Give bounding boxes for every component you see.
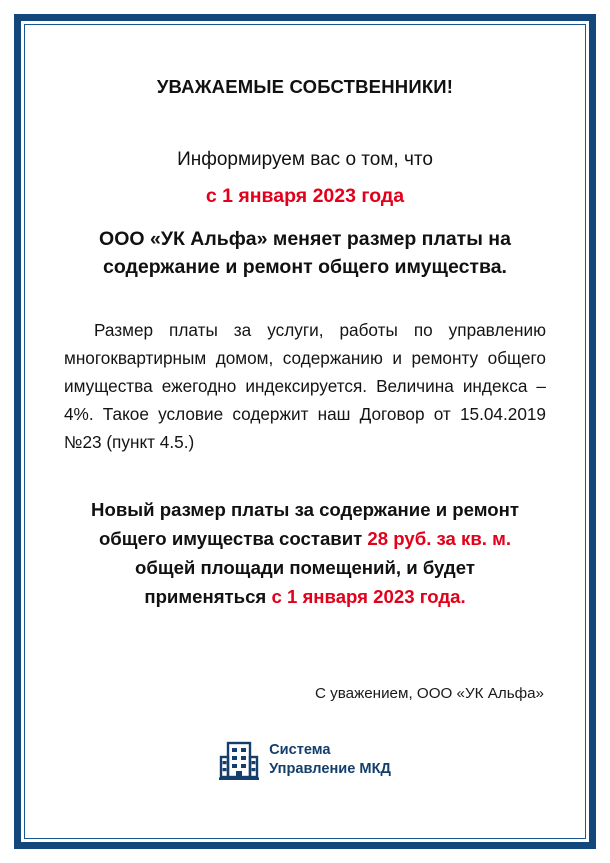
document-content xyxy=(36,36,574,827)
new-fee-start-date: с 1 января 2023 года. xyxy=(271,585,466,607)
brand-logo-line2: Управление МКД xyxy=(269,760,391,777)
page-title: УВАЖАЕМЫЕ СОБСТВЕННИКИ! xyxy=(156,76,454,97)
new-fee-line1: Новый размер платы за содержание и ремонт xyxy=(91,498,519,520)
change-statement-line1: ООО «УК Альфа» меняет размер платы на xyxy=(99,227,511,250)
new-fee-amount: 28 руб. за кв. м. xyxy=(367,527,512,549)
change-statement xyxy=(64,225,546,282)
new-fee-line4-prefix: применяться xyxy=(144,585,272,607)
new-fee-block xyxy=(64,495,546,611)
brand-logo xyxy=(64,738,546,782)
effective-date-highlight xyxy=(64,182,546,211)
signature-line: С уважением, ООО «УК Альфа» xyxy=(314,684,544,702)
new-fee-line3: общей площади помещений, и будет xyxy=(135,556,475,578)
intro-line: Информируем вас о том, что xyxy=(177,149,433,170)
change-statement-line2: содержание и ремонт общего имущества. xyxy=(103,256,507,279)
building-icon xyxy=(219,738,259,782)
effective-date-text: с 1 января 2023 года xyxy=(205,184,405,207)
brand-logo-text xyxy=(269,741,391,777)
brand-logo-line1: Система xyxy=(269,742,331,759)
new-fee-line2-prefix: общего имущества составит xyxy=(98,527,368,549)
explanation-paragraph: Размер платы за услуги, работы по управлению многоквартирным домом, содержанию и ремонту общего имущества ежегодно индексируется. Величина индекса – 4%. Такое условие содержит наш Договор от 15.04.2019 №23 (пункт 4.5.) xyxy=(64,320,546,452)
intro-block xyxy=(64,146,546,281)
